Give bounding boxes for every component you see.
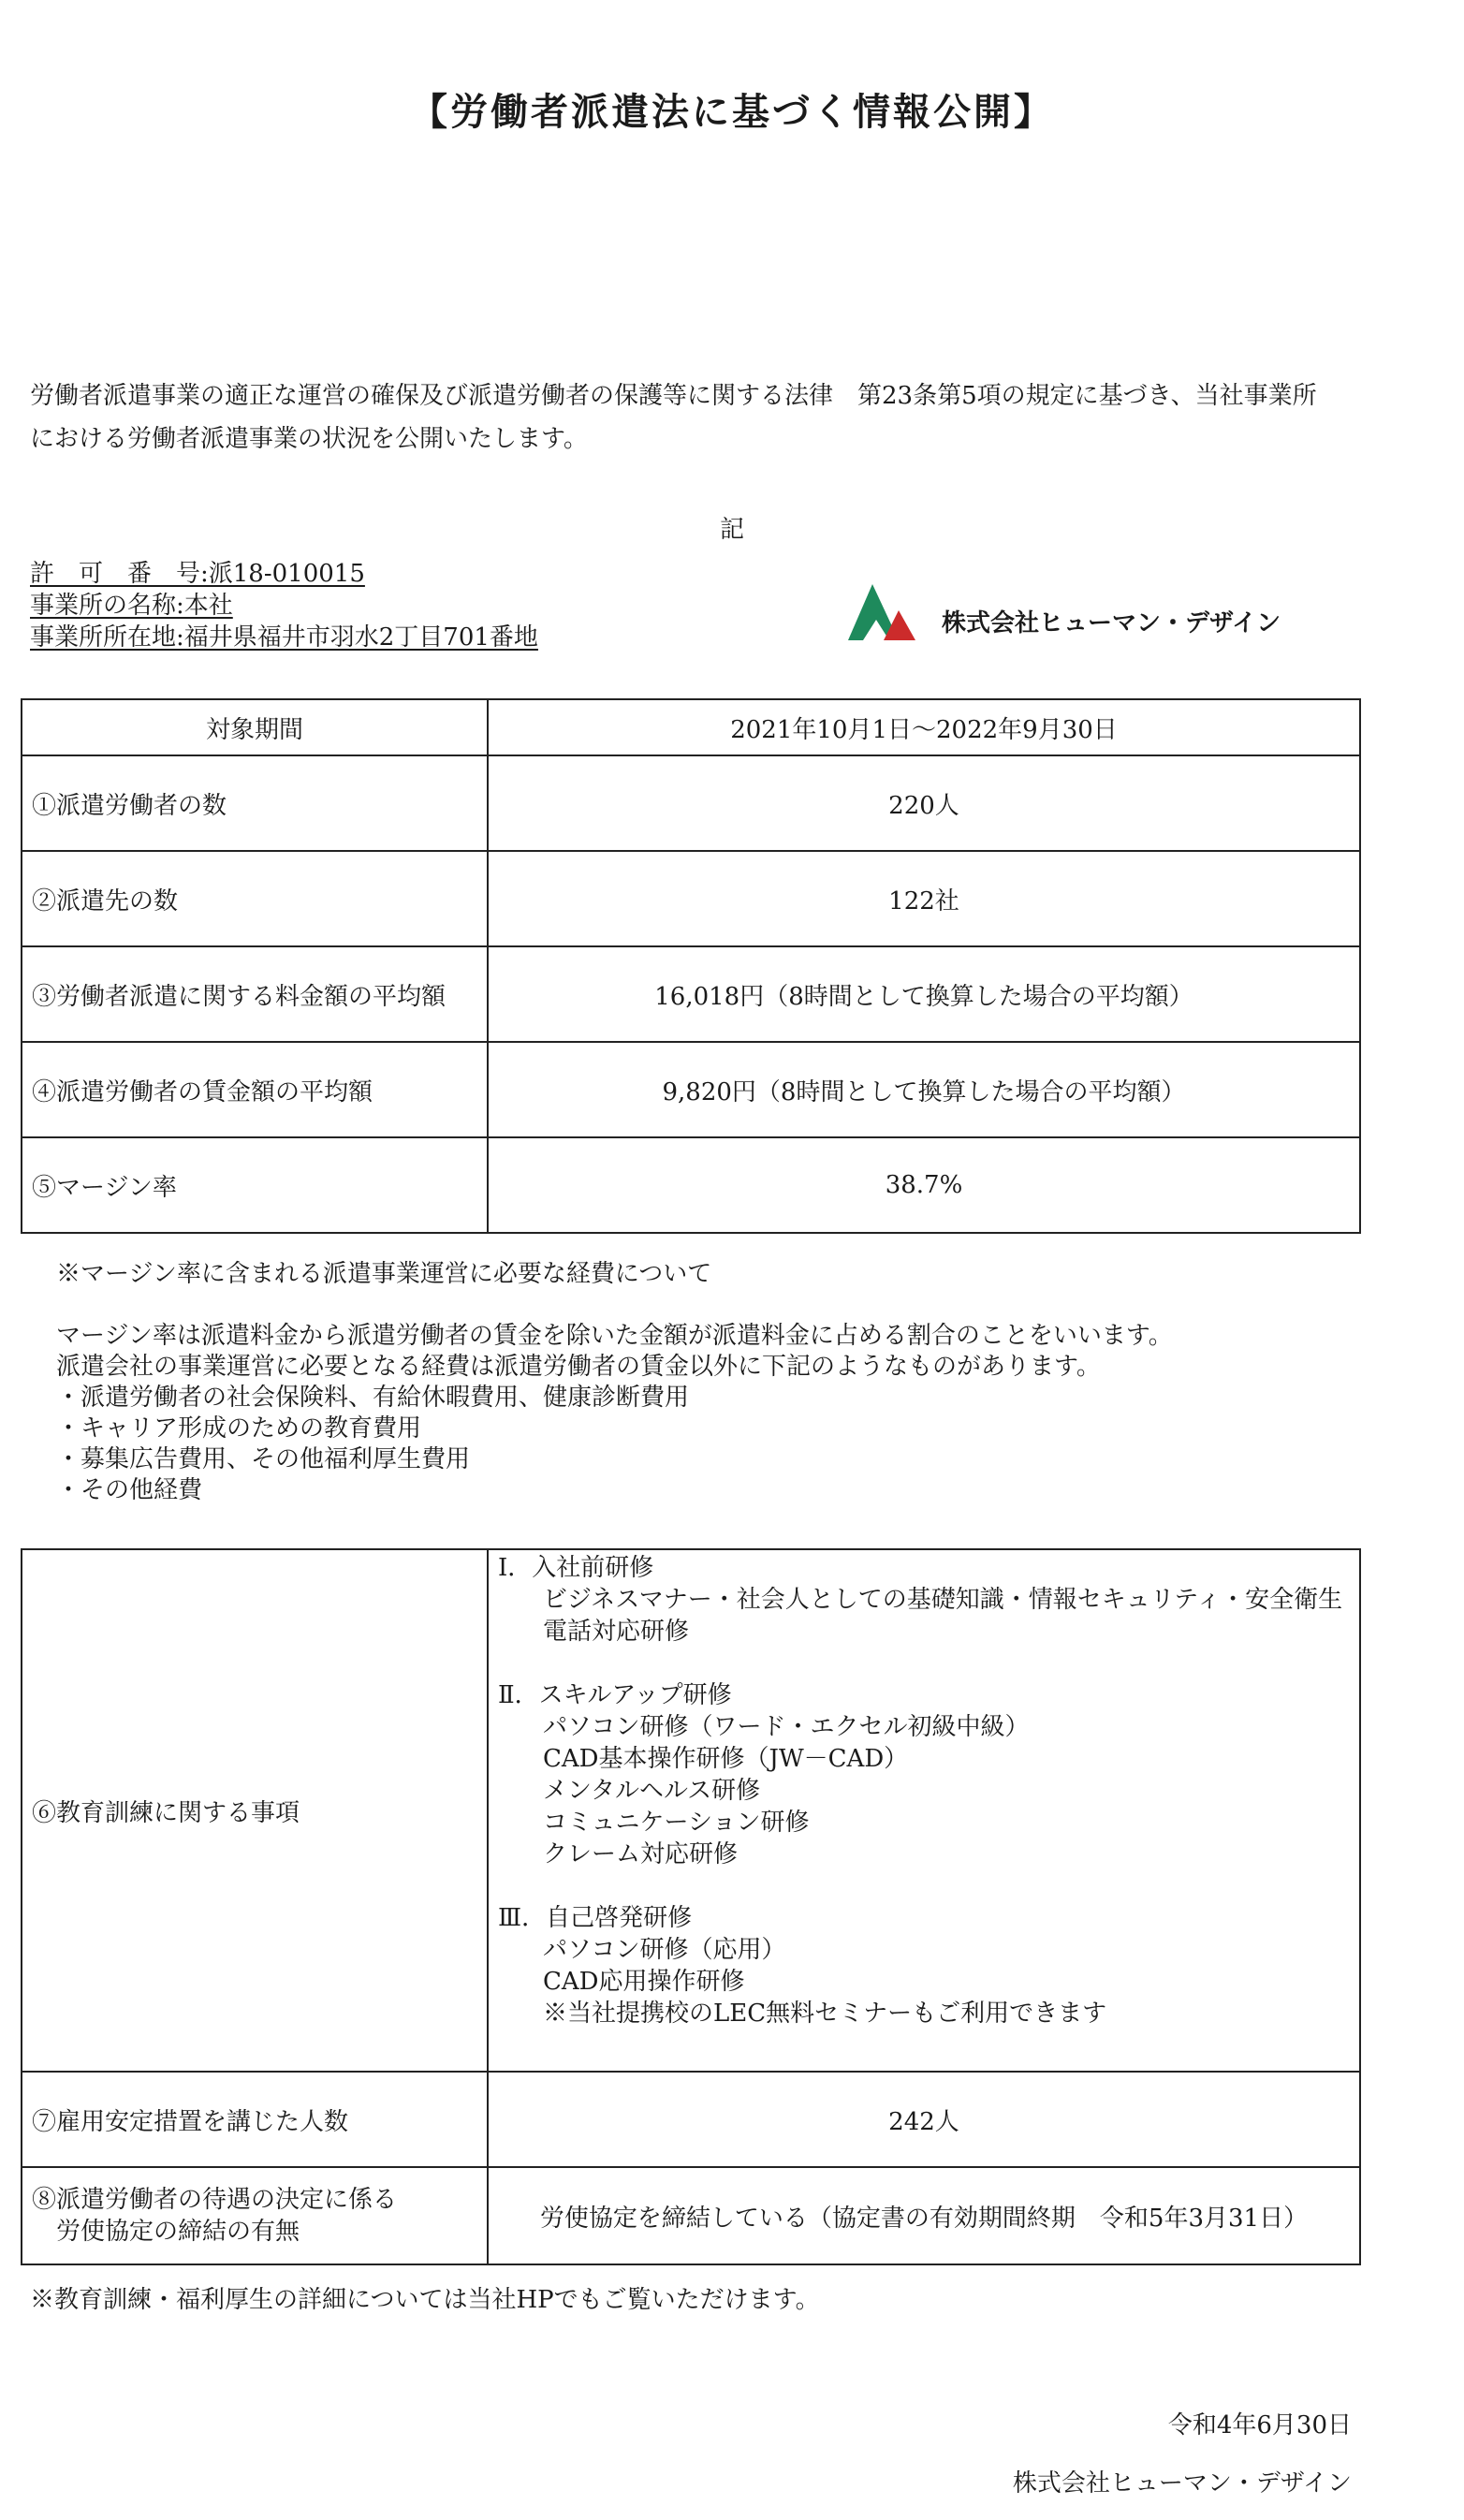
row-label: ①派遣労働者の数 <box>22 755 488 851</box>
agreement-label-line-2: 労使協定の締結の有無 <box>56 2218 300 2246</box>
permit-number: 許 可 番 号:派18-010015 <box>30 560 365 588</box>
table-row <box>22 2072 1360 2167</box>
agreement-label-line-1: ⑧派遣労働者の待遇の決定に係る <box>32 2186 398 2214</box>
office-address: 事業所所在地:福井県福井市羽水2丁目701番地 <box>30 623 538 652</box>
training-item: ※当社提携校のLEC無料セミナーもご利用できます <box>543 2000 1107 2028</box>
ki-heading: 記 <box>719 516 744 544</box>
row-label: ④派遣労働者の賃金額の平均額 <box>22 1042 488 1137</box>
training-item: パソコン研修（ワード・エクセル初級中級） <box>543 1713 1030 1741</box>
list-item: ・募集広告費用、その他福利厚生費用 <box>56 1445 471 1473</box>
row-value: 122社 <box>488 851 1360 946</box>
page-title: 【労働者派遣法に基づく情報公開】 <box>410 90 1054 134</box>
company-name: 株式会社ヒューマン・デザイン <box>942 609 1281 637</box>
table-row <box>22 946 1360 1042</box>
table-row <box>22 755 1360 851</box>
training-item: CAD基本操作研修（JW－CAD） <box>543 1745 909 1773</box>
intro-line-1: 労働者派遣事業の適正な運営の確保及び派遣労働者の保護等に関する法律 第23条第5項の規定に基づき、当社事業所 <box>30 382 1317 410</box>
office-name: 事業所の名称:本社 <box>30 592 233 620</box>
list-item: ・その他経費 <box>56 1476 203 1504</box>
footer-note: ※教育訓練・福利厚生の詳細については当社HPでもご覧いただけます。 <box>30 2286 820 2314</box>
table-row <box>22 1042 1360 1137</box>
table-row <box>22 699 1360 755</box>
agreement-label <box>22 2167 488 2264</box>
training-table <box>21 1548 1361 2265</box>
table-row <box>22 2167 1360 2264</box>
row-value: 38.7% <box>488 1137 1360 1233</box>
signer-company: 株式会社ヒューマン・デザイン <box>1012 2469 1352 2498</box>
row-label: ②派遣先の数 <box>22 851 488 946</box>
period-label: 対象期間 <box>22 699 488 755</box>
company-logo-icon <box>848 582 915 642</box>
office-info <box>30 558 538 653</box>
notes-paragraph: 派遣会社の事業運営に必要となる経費は派遣労働者の賃金以外に下記のようなものがあります。 <box>56 1353 1101 1381</box>
notes-heading: ※マージン率に含まれる派遣事業運営に必要な経費について <box>56 1260 712 1288</box>
training-section-title: Ⅰ．入社前研修 <box>498 1554 654 1582</box>
notes-paragraph: マージン率は派遣料金から派遣労働者の賃金を除いた金額が派遣料金に占める割合のことをいいます。 <box>56 1322 1173 1350</box>
employment-label: ⑦雇用安定措置を講じた人数 <box>22 2072 488 2167</box>
list-item: ・派遣労働者の社会保険料、有給休暇費用、健康診断費用 <box>56 1384 690 1412</box>
training-item: 電話対応研修 <box>543 1618 690 1646</box>
training-item: CAD応用操作研修 <box>543 1968 745 1996</box>
row-value: 9,820円（8時間として換算した場合の平均額） <box>488 1042 1360 1137</box>
training-item: コミュニケーション研修 <box>543 1809 810 1837</box>
training-item: メンタルヘルス研修 <box>543 1777 761 1805</box>
training-label: ⑥教育訓練に関する事項 <box>22 1549 488 2072</box>
training-item: ビジネスマナー・社会人としての基礎知識・情報セキュリティ・安全衛生 <box>543 1586 1343 1614</box>
training-section-title: Ⅲ．自己啓発研修 <box>498 1904 693 1932</box>
margin-notes <box>56 1259 1413 1506</box>
period-value: 2021年10月1日～2022年9月30日 <box>488 699 1360 755</box>
row-label: ⑤マージン率 <box>22 1137 488 1233</box>
row-label: ③労働者派遣に関する料金額の平均額 <box>22 946 488 1042</box>
row-value: 220人 <box>488 755 1360 851</box>
issue-date: 令和4年6月30日 <box>1167 2411 1352 2439</box>
disclosure-table <box>21 698 1361 1234</box>
table-row <box>22 1549 1360 2072</box>
employment-value: 242人 <box>488 2072 1360 2167</box>
intro-paragraph <box>30 374 1443 461</box>
list-item: ・キャリア形成のための教育費用 <box>56 1414 422 1443</box>
intro-line-2: における労働者派遣事業の状況を公開いたします。 <box>30 425 588 453</box>
training-section-title: Ⅱ．スキルアップ研修 <box>498 1681 732 1709</box>
row-value: 16,018円（8時間として換算した場合の平均額） <box>488 946 1360 1042</box>
table-row <box>22 1137 1360 1233</box>
training-item: パソコン研修（応用） <box>543 1936 786 1964</box>
training-item: クレーム対応研修 <box>543 1840 739 1868</box>
table-row <box>22 851 1360 946</box>
training-content <box>488 1549 1360 2072</box>
agreement-value: 労使協定を締結している（協定書の有効期間終期 令和5年3月31日） <box>488 2167 1360 2264</box>
